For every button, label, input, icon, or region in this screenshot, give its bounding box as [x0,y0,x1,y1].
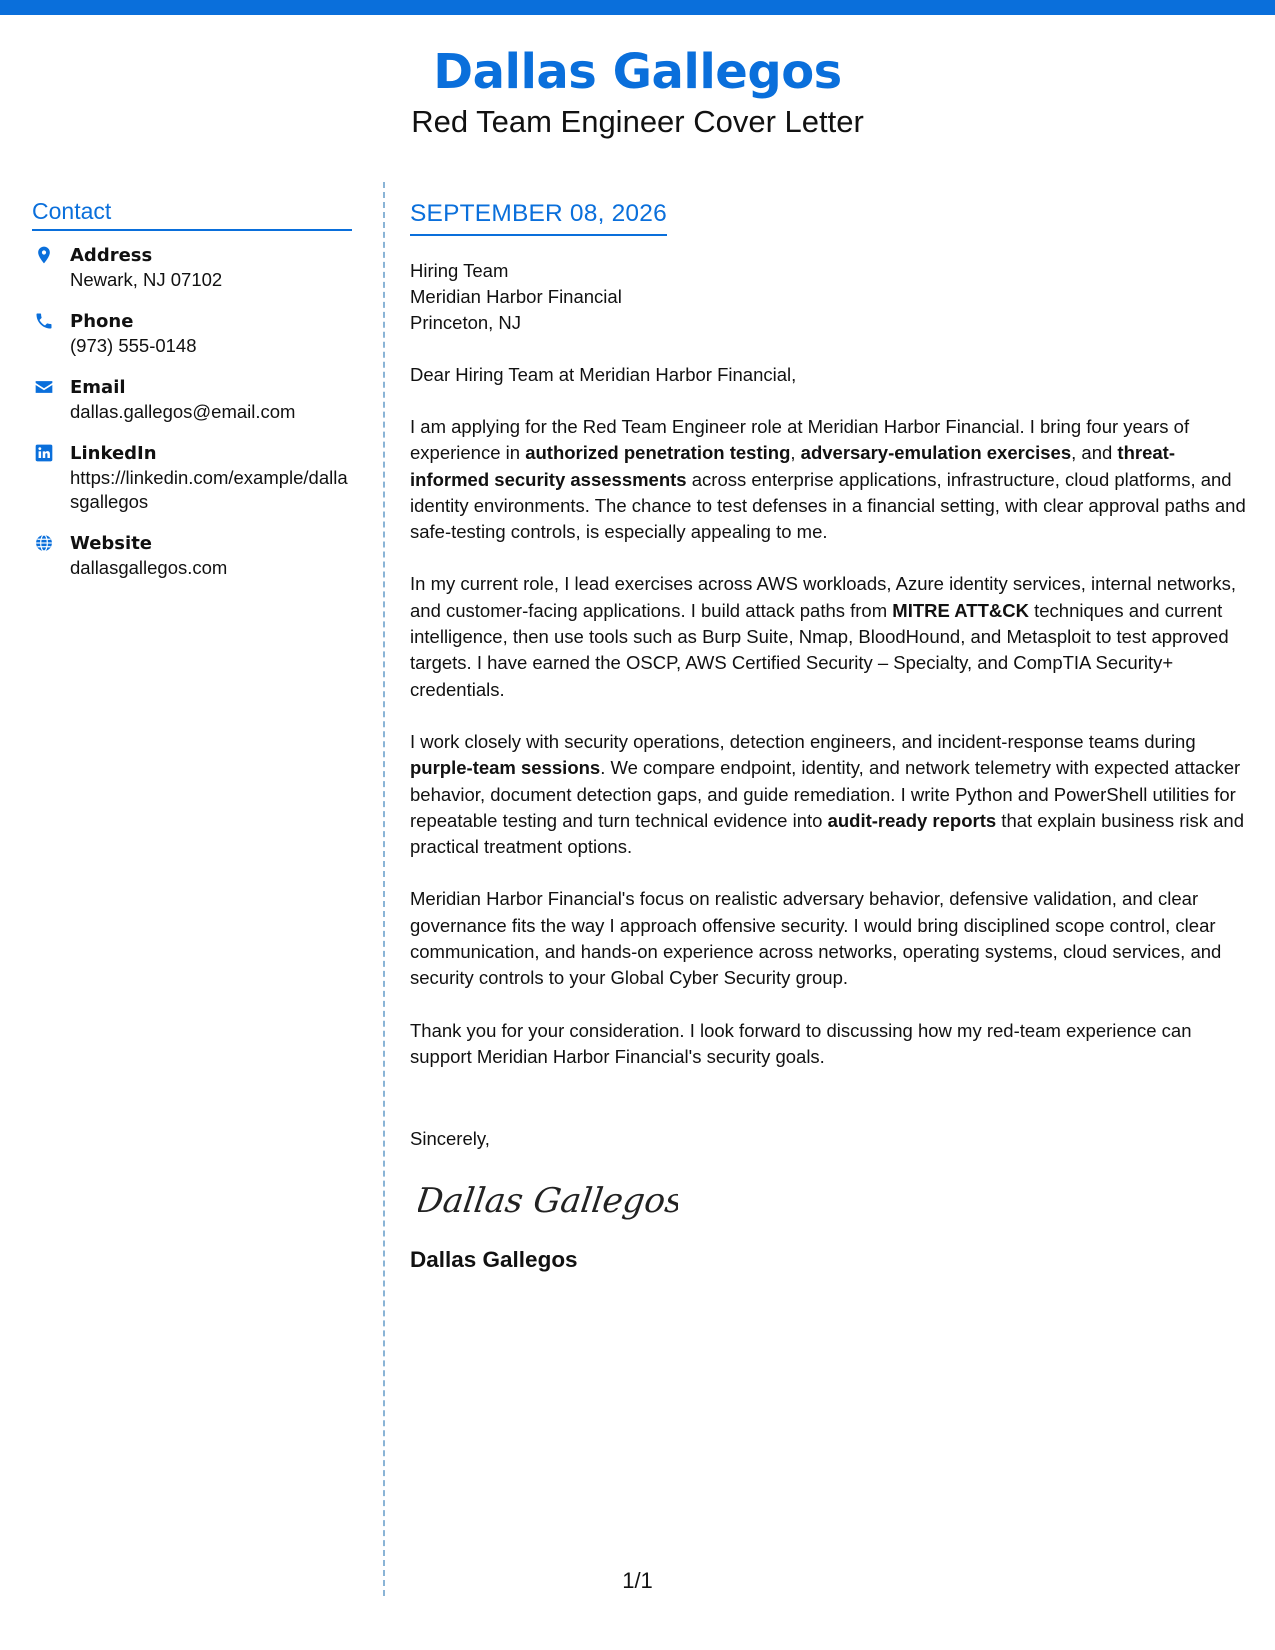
globe-icon [32,531,56,555]
contact-item-website [32,531,352,580]
contact-label: LinkedIn [70,443,157,464]
contact-item-phone [32,309,352,358]
signer-name: Dallas Gallegos [410,1247,578,1273]
recipient-block [410,258,1252,336]
linkedin-link[interactable]: https://linkedin.com/example/dallasgallegos [70,467,348,512]
contact-label: Email [70,377,126,398]
linkedin-icon [32,441,56,465]
contact-item-address [32,243,352,292]
email-value[interactable]: dallas.gallegos@email.com [70,401,296,422]
location-pin-icon [32,243,56,267]
phone-icon [32,309,56,333]
salutation: Dear Hiring Team at Meridian Harbor Financial, [410,364,797,385]
envelope-icon [32,375,56,399]
phone-value: (973) 555-0148 [70,335,197,356]
applicant-name: Dallas Gallegos [433,44,842,100]
recipient-line: Princeton, NJ [410,312,522,333]
paragraph-experience: In my current role, I lead exercises across AWS workloads, Azure identity services, internal networks, and customer-facing applications. I build attack paths from MITRE ATT&CK techniques and current intelligence, then use tools such as Burp Suite, Nmap, BloodHound, and Metasploit to test approved targets. I have earned the OSCP, AWS Certified Security – Specialty, and CompTIA Security+ credentials. [410,573,1236,700]
page-number: 1/1 [622,1568,653,1593]
paragraph-intro: I am applying for the Red Team Engineer role at Meridian Harbor Financial. I bring four years of experience in authorized penetration testing, adversary-emulation exercises, and threat-informed security assessments across enterprise applications, infrastructure, cloud platforms, and identity environments. The chance to test defenses in a financial setting, with clear approval paths and safe-testing controls, is especially appealing to me. [410,416,1246,543]
top-accent-bar [0,0,1275,15]
handwritten-signature [418,1172,678,1232]
paragraph-collaboration: I work closely with security operations, detection engineers, and incident-response teams during purple-team sessions. We compare endpoint, identity, and network telemetry with expected attacker behavior, document detection gaps, and guide remediation. I write Python and PowerShell utilities for repeatable testing and turn technical evidence into audit-ready reports that explain business risk and practical treatment options. [410,730,1245,858]
contact-sidebar [32,196,352,597]
paragraph-thanks: Thank you for your consideration. I look forward to discussing how my red-team experience can support Meridian Harbor Financial's security goals. [410,1019,1192,1067]
contact-label: Phone [70,311,134,332]
letter-body [410,198,1252,1275]
letter-date: SEPTEMBER 08, 2026 [410,198,667,236]
contact-item-email [32,375,352,424]
website-link[interactable]: dallasgallegos.com [70,557,228,578]
document-subtitle: Red Team Engineer Cover Letter [411,104,864,139]
paragraph-fit: Meridian Harbor Financial's focus on realistic adversary behavior, defensive validation, and clear governance fits the way I approach offensive security. I would bring disciplined scope control, clear communication, and hands-on experience across networks, operating systems, cloud services, and security controls to your Global Cyber Security group. [410,888,1222,989]
contact-label: Website [70,533,153,554]
closing: Sincerely, [410,1128,490,1150]
address-value: Newark, NJ 07102 [70,269,223,290]
recipient-line: Meridian Harbor Financial [410,286,622,307]
document-header [0,44,1275,142]
contact-list [32,243,352,580]
column-divider [383,182,385,1596]
contact-item-linkedin [32,441,352,514]
contact-heading: Contact [32,196,352,231]
signature-text: Dallas Gallegos [418,1181,678,1222]
recipient-line: Hiring Team [410,260,509,281]
contact-label: Address [70,245,153,266]
